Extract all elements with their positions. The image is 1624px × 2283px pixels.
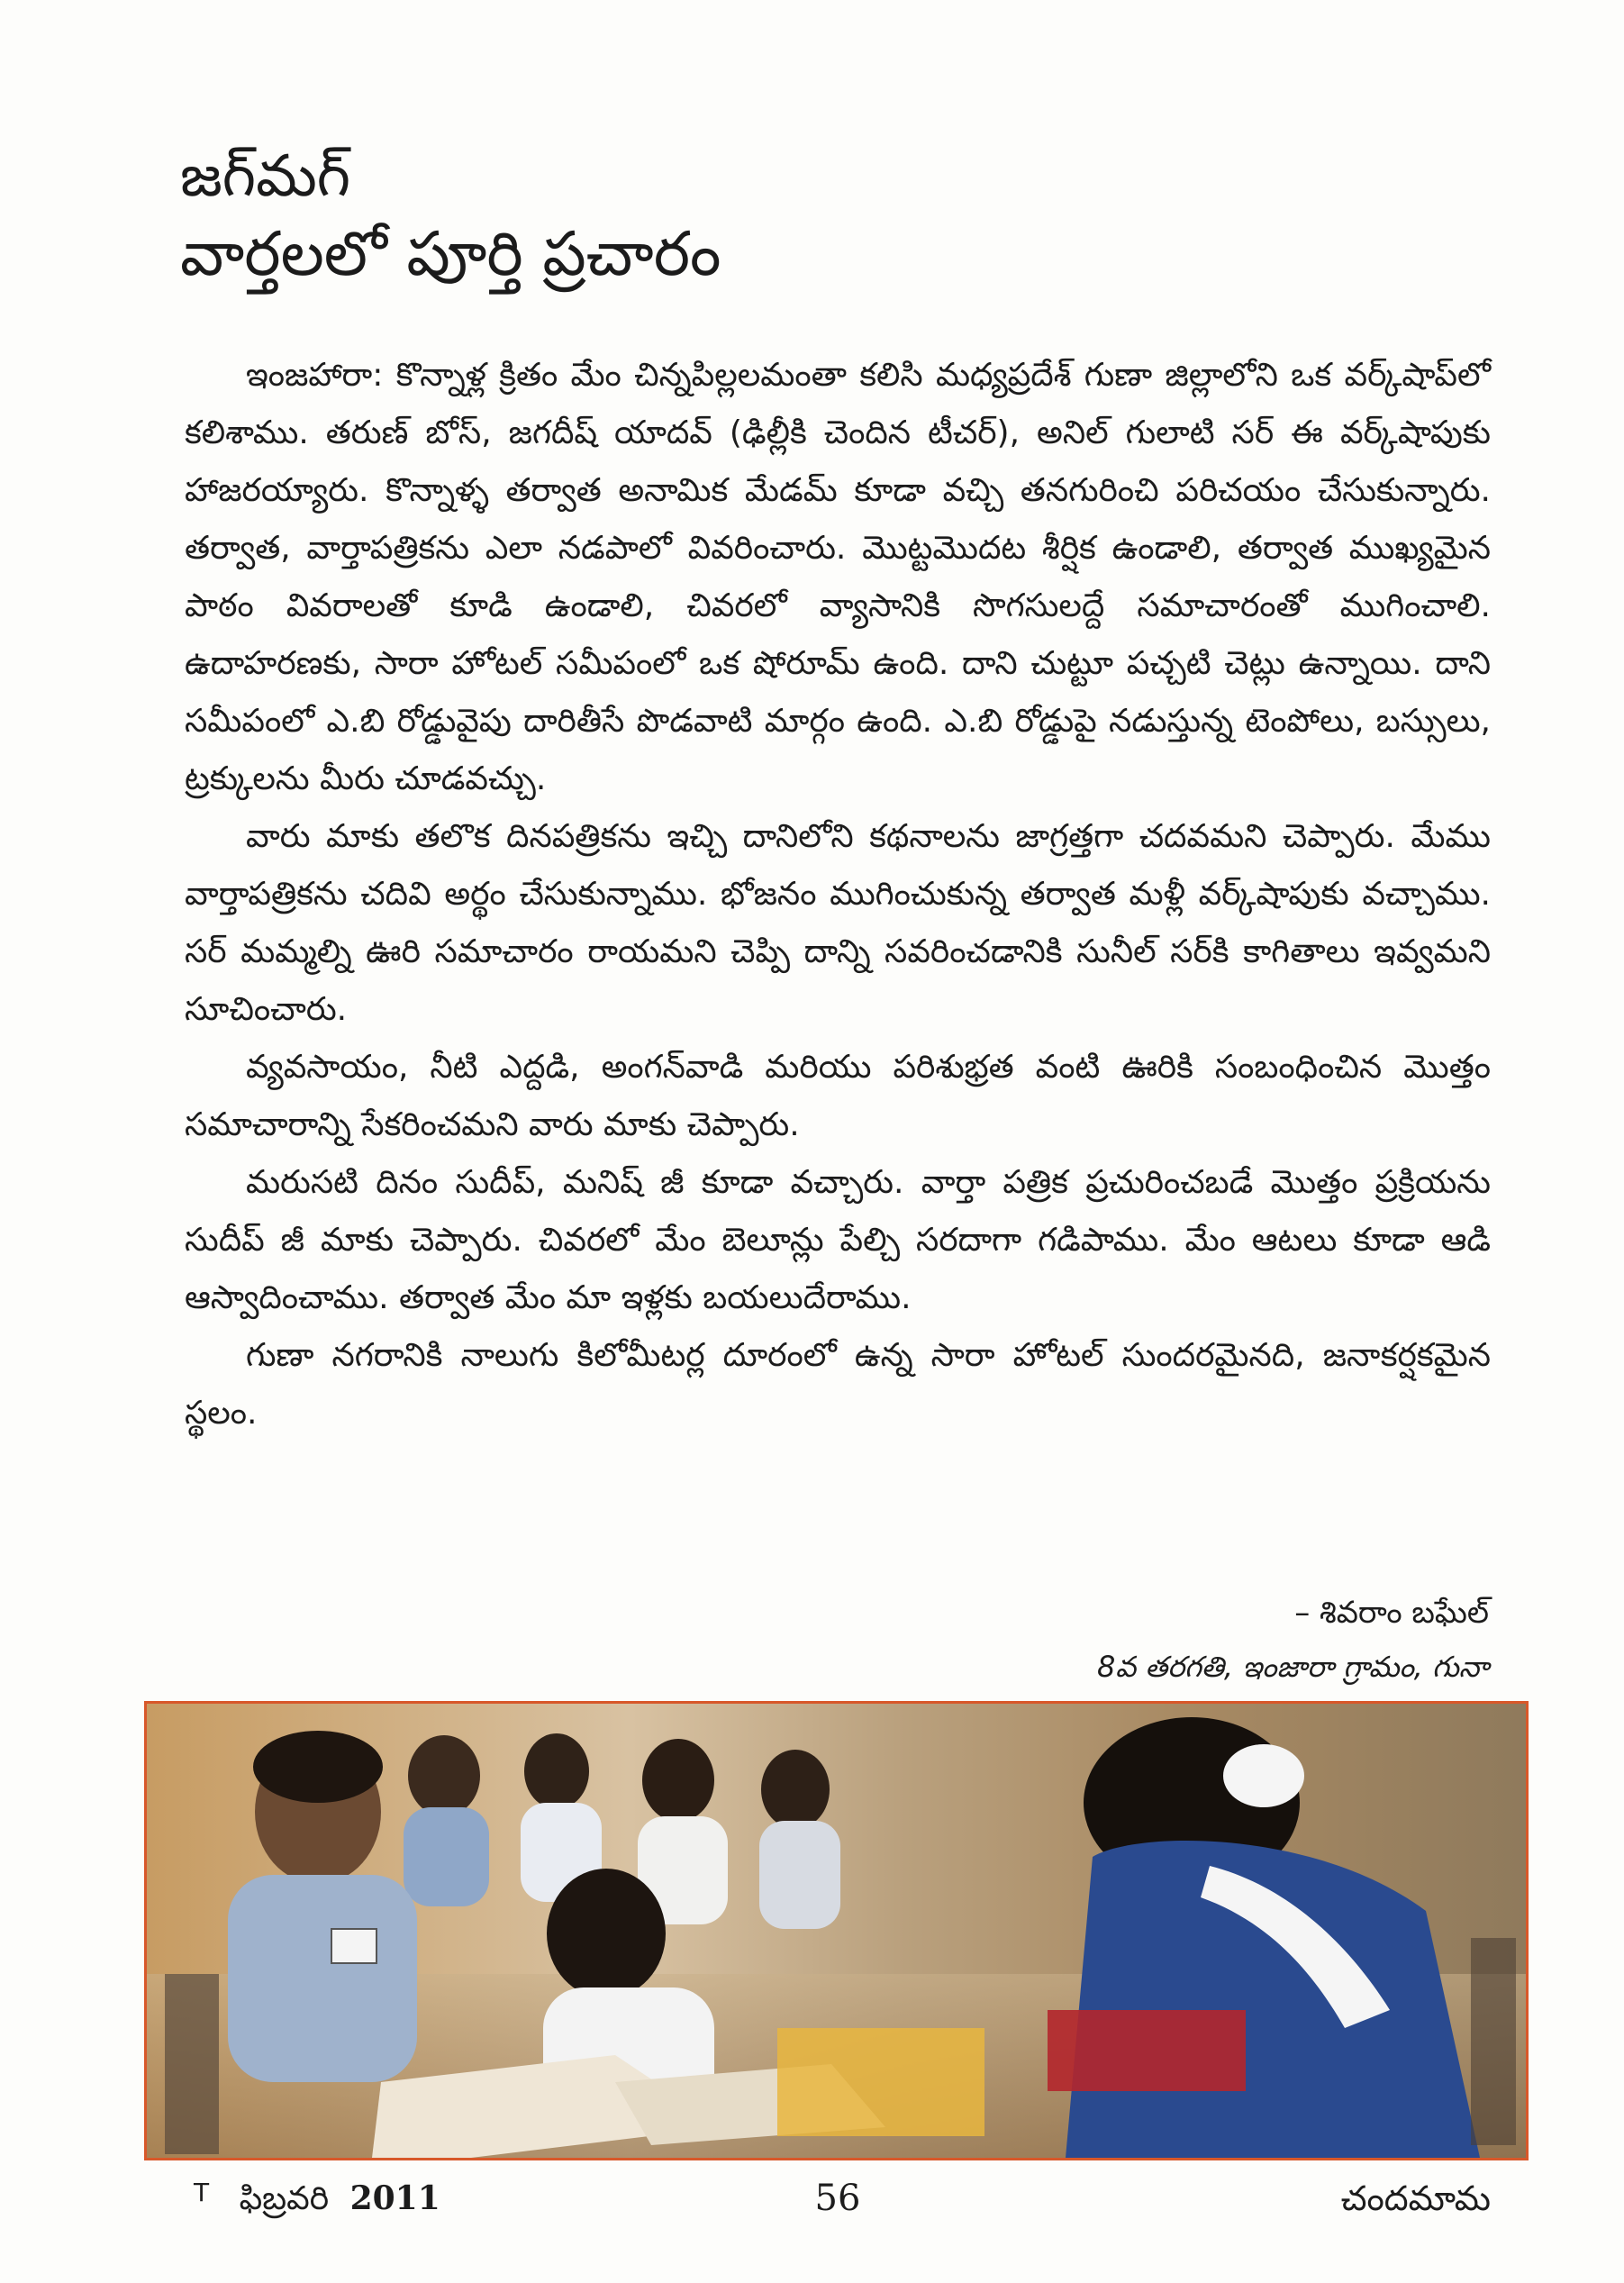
author-signature bbox=[1097, 1586, 1489, 1694]
classroom-photo-illustration bbox=[147, 1704, 1526, 2158]
footer-mark: T bbox=[194, 2178, 210, 2207]
paragraph-5: గుణా నగరానికి నాలుగు కిలోమీటర్ల దూరంలో ఉన్న సారా హోటల్ సుందరమైనది, జనాకర్షకమైన స్థలం. bbox=[185, 1337, 1491, 1432]
author-detail: 8వ తరగతి, ఇంజారా గ్రామం, గునా bbox=[1097, 1650, 1489, 1684]
paragraph-4: మరుసటి దినం సుదీప్, మనిష్ జీ కూడా వచ్చారు. వార్తా పత్రిక ప్రచురించబడే మొత్తం ప్రక్రియను సుదీప్ జీ మాకు చెప్పారు. చివరలో మేం బెలూన్లు పేల్చి సరదాగా గడిపాము. మేం ఆటలు కూడా ఆడి ఆస్వాదించాము. తర్వాత మేం మా ఇళ్లకు బయలుదేరాము. bbox=[185, 1164, 1491, 1316]
paragraph-2: వారు మాకు తలొక దినపత్రికను ఇచ్చి దానిలోని కథనాలను జాగ్రత్తగా చదవమని చెప్పారు. మేము వార్తాపత్రికను చదివి అర్థం చేసుకున్నాము. భోజనం ముగించుకున్న తర్వాత మళ్లీ వర్క్‌షాపుకు వచ్చాము. సర్ మమ్మల్ని ఊరి సమాచారం రాయమని చెప్పి దాన్ని సవరించడానికి సునీల్ సర్‌కి కాగితాలు ఇవ్వమని సూచించారు. bbox=[185, 818, 1491, 1028]
footer-month: ఫిబ్రవరి bbox=[239, 2180, 330, 2217]
classroom-photo bbox=[144, 1701, 1529, 2160]
paragraph-3: వ్యవసాయం, నీటి ఎద్దడి, అంగన్‌వాడి మరియు పరిశుభ్రత వంటి ఊరికి సంబంధించిన మొత్తం సమాచారాన్ని సేకరించమని వారు మాకు చెప్పారు. bbox=[185, 1049, 1491, 1143]
series-title: జగ్‌మగ్ bbox=[180, 143, 351, 210]
page-number: 56 bbox=[814, 2178, 861, 2219]
footer-year: 2011 bbox=[349, 2179, 440, 2217]
article-header bbox=[180, 144, 1486, 291]
magazine-name: చందమామ bbox=[1340, 2178, 1491, 2218]
page-footer bbox=[185, 2171, 1491, 2225]
author-name: – శివరాం బఘేల్ bbox=[1294, 1595, 1489, 1631]
paragraph-1: ఇంజహారా: కొన్నాళ్ల క్రితం మేం చిన్నపిల్లలమంతా కలిసి మధ్యప్రదేశ్ గుణా జిల్లాలోని ఒక వర్క్‌షాప్‌లో కలిశాము. తరుణ్ బోస్, జగదీష్ యాదవ్ (ఢిల్లీకి చెందిన టీచర్), అనిల్ గులాటి సర్ ఈ వర్క్‌షాపుకు హాజరయ్యారు. కొన్నాళ్ళ తర్వాత అనామిక మేడమ్ కూడా వచ్చి తనగురించి పరిచయం చేసుకున్నారు. తర్వాత, వార్తాపత్రికను ఎలా నడపాలో వివరించారు. మొట్టమొదట శీర్షిక ఉండాలి, తర్వాత ముఖ్యమైన పాఠం వివరాలతో కూడి ఉండాలి, చివరలో వ్యాసానికి సొగసులద్దే సమాచారంతో ముగించాలి. ఉదాహరణకు, సారా హోటల్ సమీపంలో ఒక షోరూమ్ ఉంది. దాని చుట్టూ పచ్చటి చెట్లు ఉన్నాయి. దాని సమీపంలో ఎ.బి రోడ్డువైపు దారితీసే పొడవాటి మార్గం ఉంది. ఎ.బి రోడ్డుపై నడుస్తున్న టెంపోలు, బస్సులు, ట్రక్కులను మీరు చూడవచ్చు. bbox=[185, 357, 1491, 797]
article-title: వార్తలలో పూర్తి ప్రచారం bbox=[180, 218, 721, 290]
article-body bbox=[185, 347, 1491, 1442]
